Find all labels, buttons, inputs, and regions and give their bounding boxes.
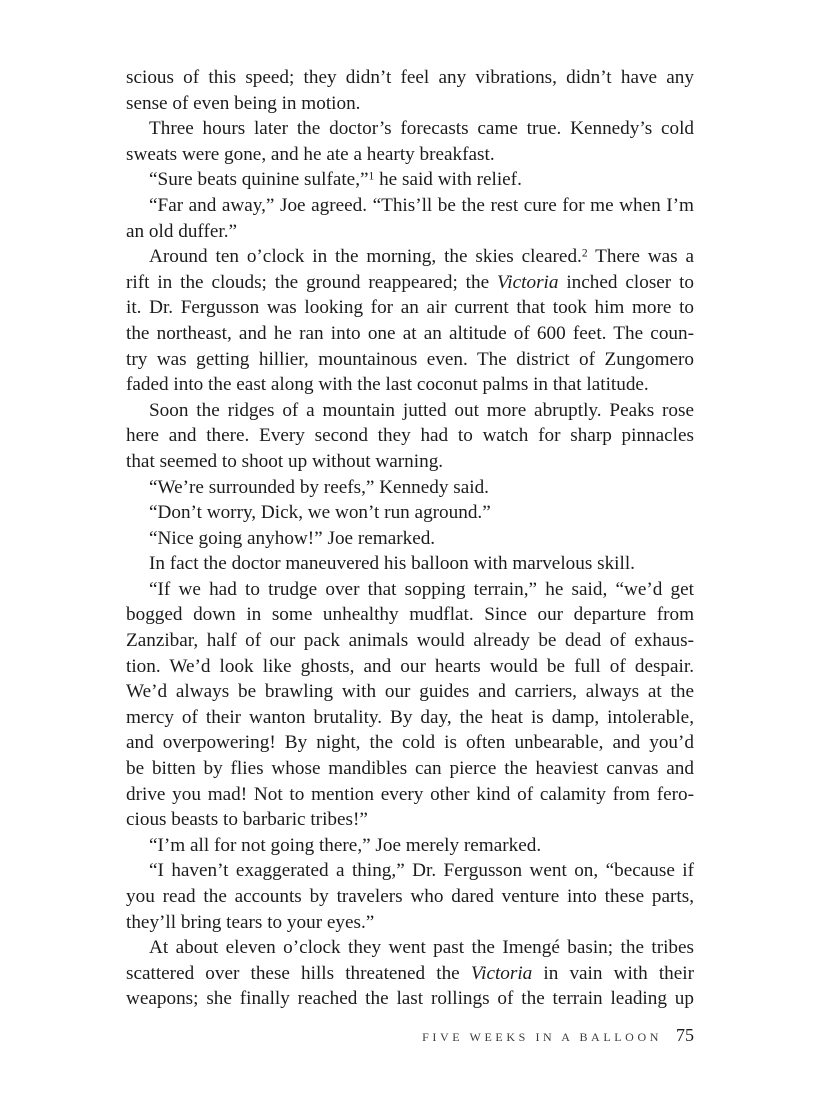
text-line: Soon the ridges of a mountain jutted out more abruptly. Peaks rose: [149, 399, 694, 421]
text-segment: rift in the clouds; the ground reappeared; the: [126, 271, 497, 293]
text-line: here and there. Every second they had to watch for sharp pinnacles: [126, 425, 694, 447]
text-line: “I haven’t exaggerated a thing,” Dr. Fergusson went on, “because if: [149, 860, 694, 882]
text-line: cious beasts to barbaric tribes!”: [126, 809, 368, 831]
page-number: 75: [676, 1025, 694, 1045]
text-line: We’d always be brawling with our guides and carriers, always at the: [126, 681, 694, 703]
text-segment: he said with relief.: [374, 169, 522, 191]
text-line: “I’m all for not going there,” Joe merely remarked.: [149, 834, 542, 856]
text-line: In fact the doctor maneuvered his balloon with marvelous skill.: [149, 553, 635, 575]
text-line: scious of this speed; they didn’t feel any vibrations, didn’t have any: [126, 67, 694, 88]
text-line: drive you mad! Not to mention every other kind of calamity from fero-: [126, 783, 694, 805]
text-line: “If we had to trudge over that sopping terrain,” he said, “we’d get: [149, 578, 694, 600]
text-line: be bitten by flies whose mandibles can pierce the heaviest canvas and: [126, 758, 694, 780]
text-segment: inched closer to: [558, 271, 694, 293]
text-line: an old duffer.”: [126, 220, 238, 242]
text-line: [126, 244, 694, 270]
footnote-marker: 2: [581, 247, 588, 260]
text-line: sweats were gone, and he ate a hearty breakfast.: [126, 143, 495, 165]
text-line: weapons; she finally reached the last rollings of the terrain leading up: [126, 988, 694, 1010]
text-segment: “Sure beats quinine sulfate,”: [149, 169, 369, 191]
text-line: mercy of their wanton brutality. By day, the heat is damp, intolerable,: [126, 706, 694, 728]
text-segment: There was a: [587, 246, 695, 268]
italic-text: Victoria: [497, 271, 559, 293]
text-segment: in vain with their: [532, 962, 694, 984]
text-line: Zanzibar, half of our pack animals would already be dead of exhaus-: [126, 630, 694, 652]
text-line: “Far and away,” Joe agreed. “This’ll be the rest cure for me when I’m: [149, 194, 694, 216]
text-line: At about eleven o’clock they went past the Imengé basin; the tribes: [149, 937, 694, 959]
text-line: “We’re surrounded by reefs,” Kennedy said.: [149, 476, 489, 498]
text-line: sense of even being in motion.: [126, 92, 361, 114]
text-segment: scattered over these hills threatened the: [126, 962, 471, 984]
text-line: “Don’t worry, Dick, we won’t run aground.”: [149, 502, 491, 524]
text-line: Three hours later the doctor’s forecasts came true. Kennedy’s cold: [149, 118, 694, 140]
text-line: they’ll bring tears to your eyes.”: [126, 911, 375, 933]
text-line: bogged down in some unhealthy mudflat. Since our departure from: [126, 604, 694, 626]
text-line: the northeast, and he ran into one at an altitude of 600 feet. The coun-: [126, 322, 694, 344]
body-text: [126, 65, 694, 1012]
italic-text: Victoria: [470, 962, 533, 984]
text-line: “Nice going anyhow!” Joe remarked.: [149, 527, 436, 549]
text-line: and overpowering! By night, the cold is often unbearable, and you’d: [126, 732, 694, 754]
text-line: faded into the east along with the last coconut palms in that latitude.: [126, 374, 649, 396]
text-line: that seemed to shoot up without warning.: [126, 450, 444, 472]
text-line: [126, 961, 694, 987]
text-line: you read the accounts by travelers who dared venture into these parts,: [126, 886, 694, 907]
footnote-marker: 1: [368, 170, 375, 183]
text-line: [126, 167, 694, 193]
text-line: try was getting hillier, mountainous even. The district of Zungomero: [126, 348, 694, 370]
text-segment: Around ten o’clock in the morning, the skies cleared.: [149, 246, 582, 268]
text-line: [126, 270, 694, 296]
text-line: tion. We’d look like ghosts, and our hearts would be full of despair.: [126, 655, 694, 677]
page-footer: [422, 1023, 694, 1047]
text-line: it. Dr. Fergusson was looking for an air current that took him more to: [126, 297, 694, 319]
running-head: FIVE WEEKS IN A BALLOON: [422, 1030, 662, 1044]
